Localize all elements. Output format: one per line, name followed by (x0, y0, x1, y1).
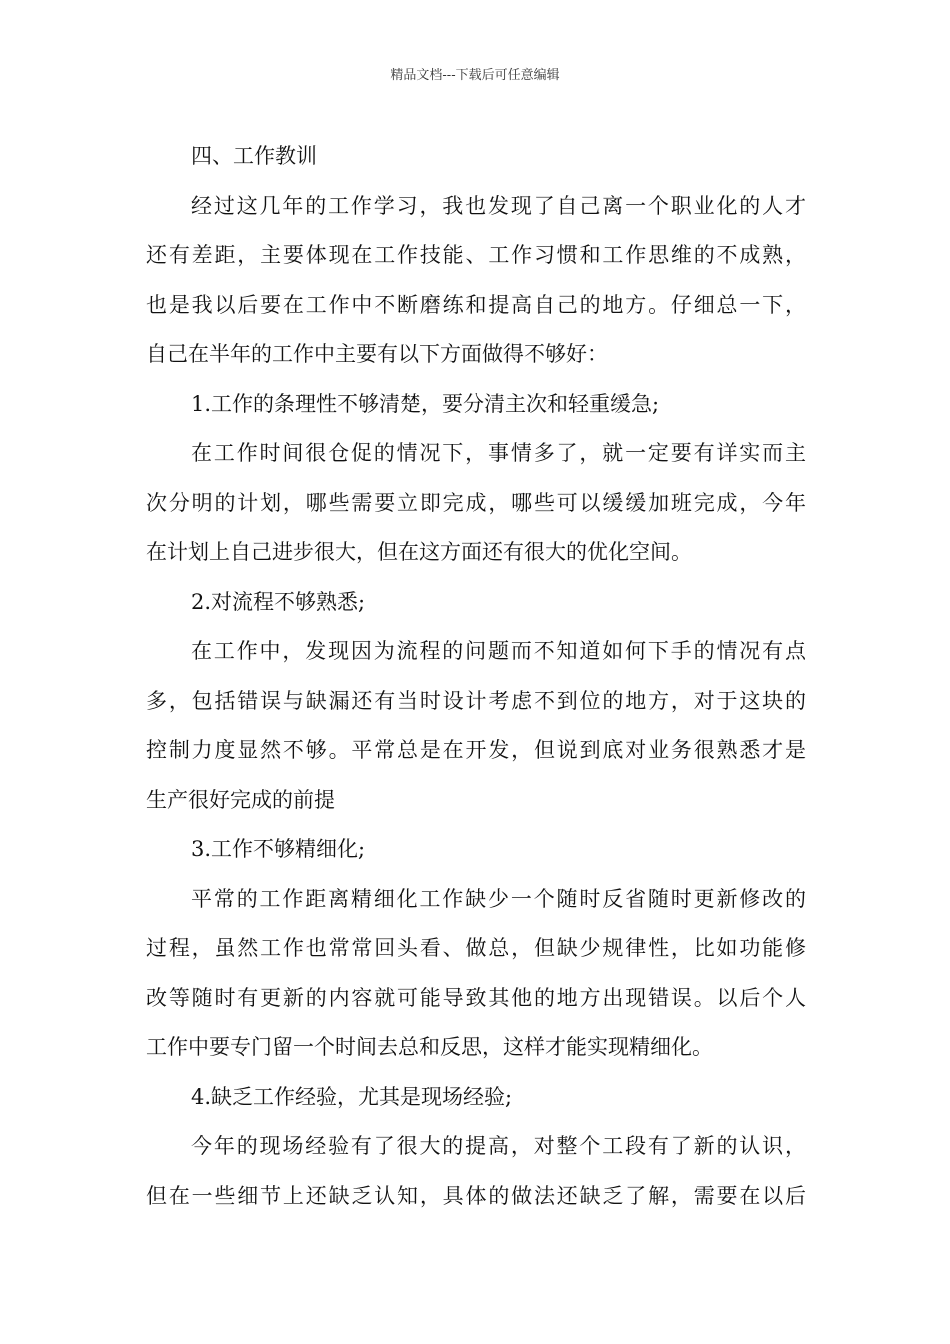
paragraph-line: 经过这几年的工作学习，我也发现了自己离一个职业化的人才 (191, 193, 806, 218)
paragraph-line: 在计划上自己进步很大，但在这方面还有很大的优化空间。 (146, 540, 692, 564)
section-heading: 四、工作教训 (191, 144, 317, 168)
paragraph-line: 控制力度显然不够。平常总是在开发，但说到底对业务很熟悉才是 (146, 738, 806, 762)
page-header: 精品文档---下载后可任意编辑 (390, 68, 560, 83)
paragraph-line: 在工作中，发现因为流程的问题而不知道如何下手的情况有点 (191, 639, 806, 663)
paragraph-line: 还有差距，主要体现在工作技能、工作习惯和工作思维的不成熟， (146, 243, 806, 267)
paragraph-line: 今年的现场经验有了很大的提高，对整个工段有了新的认识， (191, 1134, 806, 1158)
paragraph-line: 过程，虽然工作也常常回头看、做总，但缺少规律性，比如功能修 (146, 936, 806, 960)
list-item-heading: 3.工作不够精细化; (191, 837, 366, 861)
paragraph-line: 工作中要专门留一个时间去总和反思，这样才能实现精细化。 (146, 1035, 713, 1059)
list-item-heading: 1.工作的条理性不够清楚，要分清主次和轻重缓急; (191, 391, 660, 416)
paragraph-line: 也是我以后要在工作中不断磨练和提高自己的地方。仔细总一下， (146, 292, 806, 317)
paragraph-line: 在工作时间很仓促的情况下，事情多了，就一定要有详实而主 (191, 441, 806, 465)
paragraph-line: 平常的工作距离精细化工作缺少一个随时反省随时更新修改的 (191, 886, 806, 911)
paragraph-line: 改等随时有更新的内容就可能导致其他的地方出现错误。以后个人 (146, 985, 806, 1010)
paragraph-line: 自己在半年的工作中主要有以下方面做得不够好： (146, 342, 608, 366)
paragraph-line: 生产很好完成的前提 (146, 787, 335, 812)
paragraph-line: 但在一些细节上还缺乏认知，具体的做法还缺乏了解，需要在以后 (146, 1183, 806, 1208)
list-item-heading: 4.缺乏工作经验，尤其是现场经验; (191, 1084, 513, 1109)
list-item-heading: 2.对流程不够熟悉; (191, 589, 366, 614)
document-body (146, 132, 806, 1221)
paragraph-line: 次分明的计划，哪些需要立即完成，哪些可以缓缓加班完成，今年 (146, 490, 806, 515)
paragraph-line: 多，包括错误与缺漏还有当时设计考虑不到位的地方，对于这块的 (146, 688, 806, 713)
